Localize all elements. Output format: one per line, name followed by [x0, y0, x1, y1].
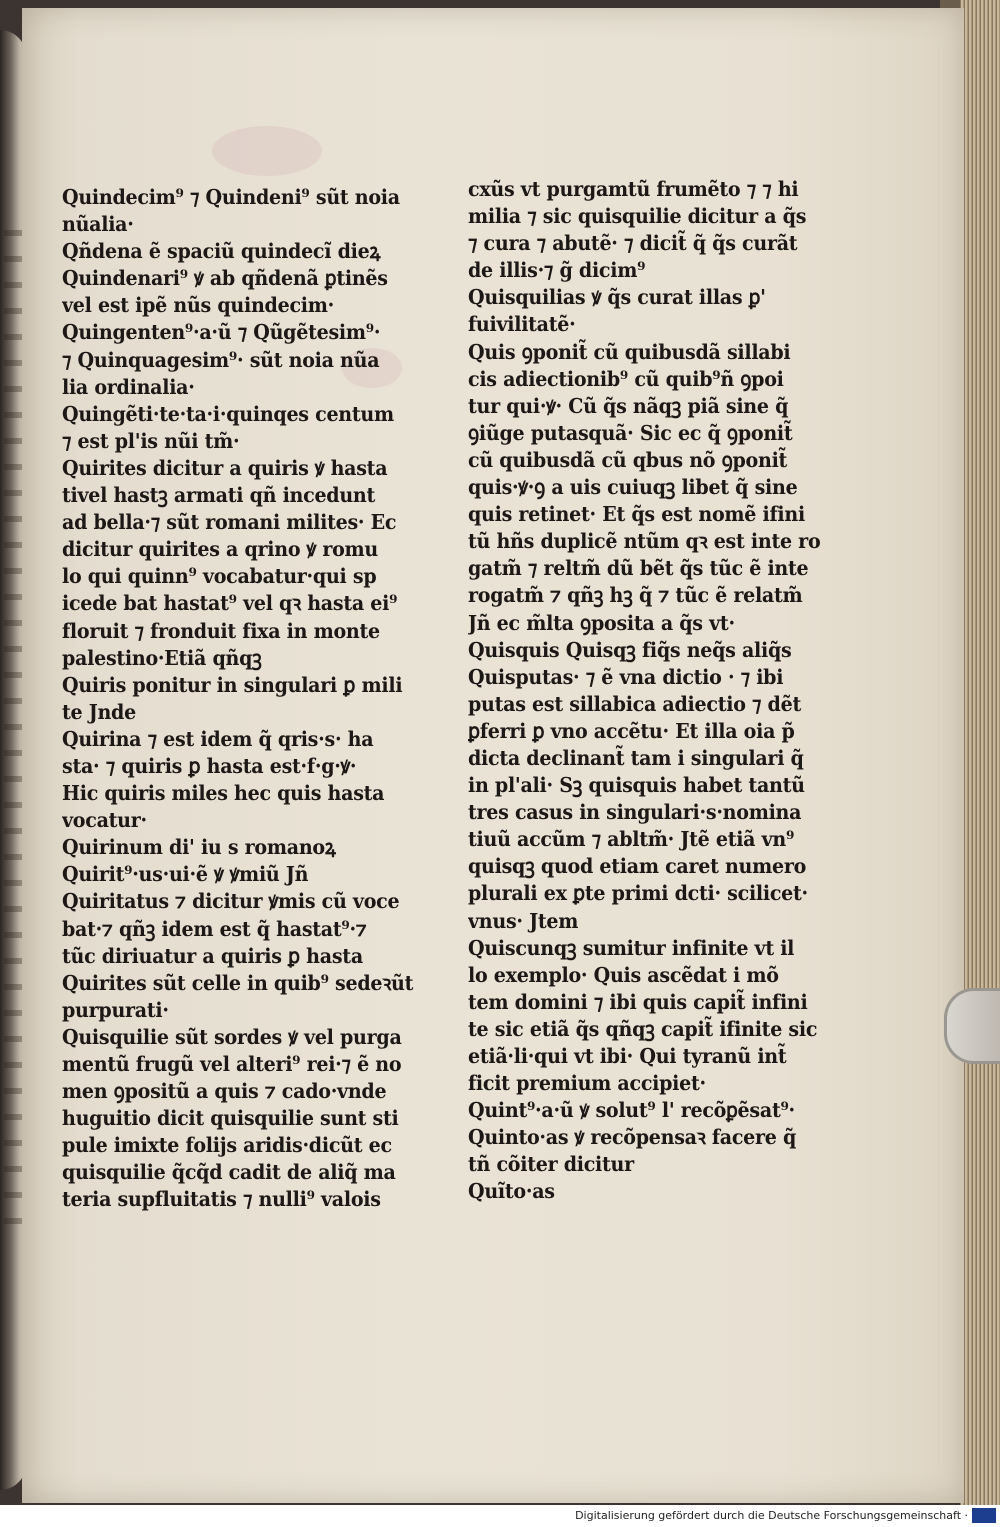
text-line: gatm̃ ⁊ reltm̃ dũ bẽt q̃s tũc ẽ inte [468, 556, 809, 581]
dfg-logo [972, 1508, 996, 1523]
text-line: tivel hastꝫ armati qñ incedunt [62, 483, 376, 508]
text-line: Jñ ec m̃lta ꝯposita a q̃s vt· [468, 610, 735, 635]
text-line: tres casus in singulari·s·nomina [468, 800, 802, 825]
text-line: Quis ꝯponit̃ cũ quibusdã sillabi [468, 339, 791, 364]
text-line: purpurati· [62, 997, 169, 1022]
left-text-column [62, 184, 413, 1214]
text-line: Quirinum di' iu s romanoꝝ [62, 835, 336, 860]
text-line: Quindecim⁹ ⁊ Quindeni⁹ sũt noia [62, 185, 400, 209]
text-line: ficit premium accipiet· [468, 1071, 706, 1096]
text-line: huguitio dicit quisquilie sunt sti [62, 1106, 399, 1131]
text-line: Quirit⁹·us·ui·ẽ ꝟ ꝟmiũ Jñ [62, 862, 309, 887]
text-line: Quiscunqꝫ sumitur infinite vt il [468, 935, 795, 960]
text-line: men ꝯpositũ a quis ⁊ cado·vnde [62, 1079, 387, 1104]
text-line: Quirites sũt celle in quib⁹ sedeꝛũt [62, 970, 414, 995]
text-line: dicta declinant̃ tam i singulari q̃ [468, 745, 804, 770]
text-line: Quingenten⁹·a·ũ ⁊ Qũgẽtesim⁹· [62, 320, 381, 345]
text-line: putas est sillabica adiectio ⁊ dẽt [468, 691, 801, 716]
text-line: lo exemplo· Quis ascẽdat i mõ [468, 962, 779, 987]
text-line: vnus· Jtem [468, 908, 579, 933]
text-line: Qñdena ẽ spaciũ quindecĩ dieꝝ [62, 239, 381, 264]
text-line: cũ quibusdã cũ qbus nõ ꝯponit̃ [468, 447, 788, 472]
text-line: Quirites dicitur a quiris ꝟ hasta [62, 455, 388, 480]
text-line: bat·⁊ qñꝫ idem est q̃ hastat⁹·⁊ [62, 916, 367, 941]
text-line: tiuũ accũm ⁊ abltm̃· Jtẽ etiã vn⁹ [468, 827, 795, 852]
text-line: Quĩto·as [468, 1179, 555, 1204]
text-line: quis·ꝟ·ꝯ a uis cuiuqꝫ libet q̃ sine [468, 475, 798, 500]
text-line: Quisquis Quisqꝫ fiq̃s neq̃s aliq̃s [468, 637, 792, 662]
text-line: Quint⁹·a·ũ ꝟ solut⁹ l' recõꝑẽsat⁹· [468, 1098, 795, 1123]
text-line: ꝑferri ꝑ vno accẽtu· Et illa oia p̃ [468, 718, 795, 743]
text-line: quis retinet· Et q̃s est nomẽ ifini [468, 502, 805, 527]
text-line: pule imixte folijs aridis·dicũt ec [62, 1133, 392, 1158]
right-text-column [468, 176, 820, 1206]
text-line: Quisputas· ⁊ ẽ vna dictio · ⁊ ibi [468, 664, 784, 689]
page-clip [944, 988, 1000, 1064]
text-line: dicitur quirites a qrino ꝟ romu [62, 537, 379, 562]
text-line: tñ cõiter dicitur [468, 1152, 634, 1177]
text-line: ad bella·⁊ sũt romani milites· Ec [62, 510, 397, 535]
text-line: de illis·⁊ g̃ dicim⁹ [468, 258, 646, 283]
paper-stain [212, 126, 322, 176]
text-line: Quisquilie sũt sordes ꝟ vel purga [62, 1024, 402, 1049]
text-line: vel est ipẽ nũs quindecim· [62, 293, 334, 318]
text-line: plurali ex ꝑte primi dcti· scilicet· [468, 881, 808, 906]
previous-page-print [4, 230, 24, 1230]
text-line: Hic quiris miles hec quis hasta [62, 781, 385, 806]
text-line: ꝯiũge putasquã· Sic ec q̃ ꝯponit̃ [468, 420, 793, 445]
text-line: lo qui quinn⁹ vocabatur·qui sp [62, 564, 377, 589]
text-line: cxũs vt purgamtũ frumẽto ⁊ ⁊ hi [468, 177, 799, 201]
text-line: Quingẽti·te·ta·i·quinqes centum [62, 401, 394, 426]
text-line: floruit ⁊ fronduit fixa in monte [62, 618, 380, 643]
text-line: etiã·li·qui vt ibi· Qui tyranũ int̃ [468, 1044, 787, 1068]
text-line: teria supfluitatis ⁊ nulli⁹ valois [62, 1187, 381, 1212]
text-line: Quindenari⁹ ꝟ ab qñdenã ꝑtinẽs [62, 266, 388, 291]
text-line: in pl'ali· Sꝫ quisquis habet tantũ [468, 773, 805, 798]
text-line: cis adiectionib⁹ cũ quib⁹ñ ꝯpoi [468, 366, 784, 391]
text-line: tũ hñs duplicẽ ntũm qꝛ est inte ro [468, 529, 821, 554]
text-line: tũc diriuatur a quiris ꝑ hasta [62, 943, 363, 968]
text-line: Quinto·as ꝟ recõpensaꝛ facere q̃ [468, 1125, 797, 1150]
text-line: Quisquilias ꝟ q̃s curat illas ꝑ' [468, 285, 766, 310]
text-line: icede bat hastat⁹ vel qꝛ hasta ei⁹ [62, 591, 398, 616]
text-line: ⁊ cura ⁊ abutẽ· ⁊ dicit̃ q̃ q̃s curãt [468, 231, 798, 256]
text-line: nũalia· [62, 212, 134, 237]
text-line: lia ordinalia· [62, 374, 195, 399]
text-line: Quiris ponitur in singulari ꝑ mili [62, 672, 403, 697]
text-line: quisquilie q̃cq̃d cadit de aliq̃ ma [62, 1160, 396, 1185]
text-line: te sic etiã q̃s qñqꝫ capit̃ ifinite sic [468, 1016, 818, 1041]
page-stack [960, 0, 1000, 1505]
funding-notice: Digitalisierung gefördert durch die Deutsche Forschungsgemeinschaft · [575, 1509, 968, 1522]
text-line: sta· ⁊ quiris ꝑ hasta est·f·g·ꝟ· [62, 753, 357, 778]
text-line: ⁊ Quinquagesim⁹· sũt noia nũa [62, 347, 380, 372]
text-line: Quiritatus ⁊ dicitur ꝟmis cũ voce [62, 889, 400, 914]
text-line: tem domini ⁊ ibi quis capit̃ infini [468, 989, 808, 1014]
text-line: vocatur· [62, 808, 147, 833]
text-line: tur qui·ꝟ· Cũ q̃s nãqꝫ piã sine q̃ [468, 393, 789, 418]
text-line: milia ⁊ sic quisquilie dicitur a q̃s [468, 204, 807, 229]
text-line: ⁊ est pl'is nũi tm̃· [62, 428, 240, 453]
text-line: palestino·Etiã qñqꝫ [62, 645, 262, 670]
text-line: quisqꝫ quod etiam caret numero [468, 854, 807, 879]
text-line: fuivilitatẽ· [468, 312, 576, 337]
footer-banner [0, 1505, 1000, 1527]
text-line: rogatm̃ ⁊ qñꝫ hꝫ q̃ ⁊ tũc ẽ relatm̃ [468, 583, 803, 608]
text-line: Quirina ⁊ est idem q̃ qris·s· ha [62, 726, 374, 751]
text-line: te Jnde [62, 699, 136, 724]
text-line: mentũ frugũ vel alteri⁹ rei·⁊ ẽ no [62, 1052, 402, 1076]
